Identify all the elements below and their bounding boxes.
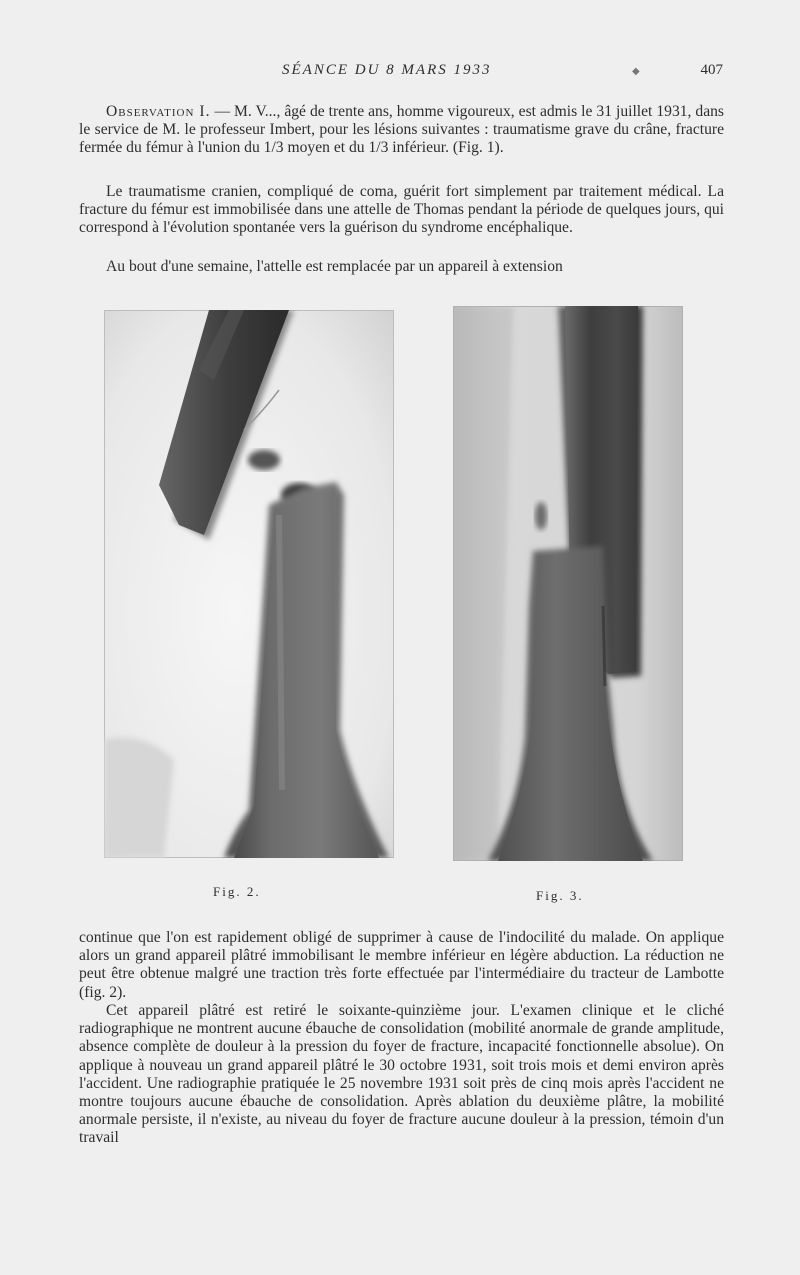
radiograph-fig-2-image [104,310,394,858]
paragraph-continuation: continue que l'on est rapidement obligé de supprimer à cause de l'indocilité du malade. On applique alors un grand appareil plâtré immobilisant le membre inférieur en légère abduction. La réduction ne peut être obtenue malgré une traction très forte effectuée par l'intermédiaire du tracteur de Lambotte (fig. 2). [79,929,724,1001]
figure-caption-fig-2: Fig. 2. [213,884,261,899]
radiograph-fig-2 [104,310,394,858]
running-header [0,62,800,84]
radiograph-fig-3-image [453,306,683,861]
header-title: SÉANCE DU 8 MARS 1933 [282,62,492,78]
paragraph-text: — M. V..., âgé de trente ans, homme vigoureux, est admis le 31 juillet 1931, dans le service de M. le professeur Imbert, pour les lésions suivantes : traumatisme grave du crâne, fracture fermée du fémur à l'union du 1/3 moyen et du 1/3 inférieur. (Fig. 1). [79,103,724,157]
paragraph-extension: Au bout d'une semaine, l'attelle est remplacée par un appareil à extension [106,258,563,275]
page-number: 407 [700,62,723,78]
observation-lead: Observation I. [106,103,211,120]
radiograph-fig-3 [453,306,683,861]
paragraph-consolidation: Cet appareil plâtré est retiré le soixante-quinzième jour. L'examen clinique et le cliché radiographique ne montrent aucune ébauche de consolidation (mobilité anormale de grande amplitude, absence complète de douleur à la pression du foyer de fracture, incapacité fonctionnelle absolue). On applique à nouveau un grand appareil plâtré le 30 octobre 1931, soit trois mois et demi environ après l'accident. Une radiographie pratiquée le 25 novembre 1931 soit près de cinq mois après l'accident ne montre toujours aucune ébauche de consolidation. Après ablation du deuxième plâtre, la mobilité anormale persiste, il n'existe, au niveau du foyer de fracture aucune douleur à la pression, témoin d'un travail [79,1002,724,1147]
header-mark: ◆ [632,66,642,77]
figure-caption-fig-3: Fig. 3. [536,888,584,903]
paragraph-trauma: Le traumatisme cranien, compliqué de coma, guérit fort simplement par traitement médical. La fracture du fémur est immobilisée dans une attelle de Thomas pendant la période de quelques jours, qui correspond à l'évolution spontanée vers la guérison du syndrome encéphalique. [79,183,724,237]
paragraph-observation [79,103,724,158]
